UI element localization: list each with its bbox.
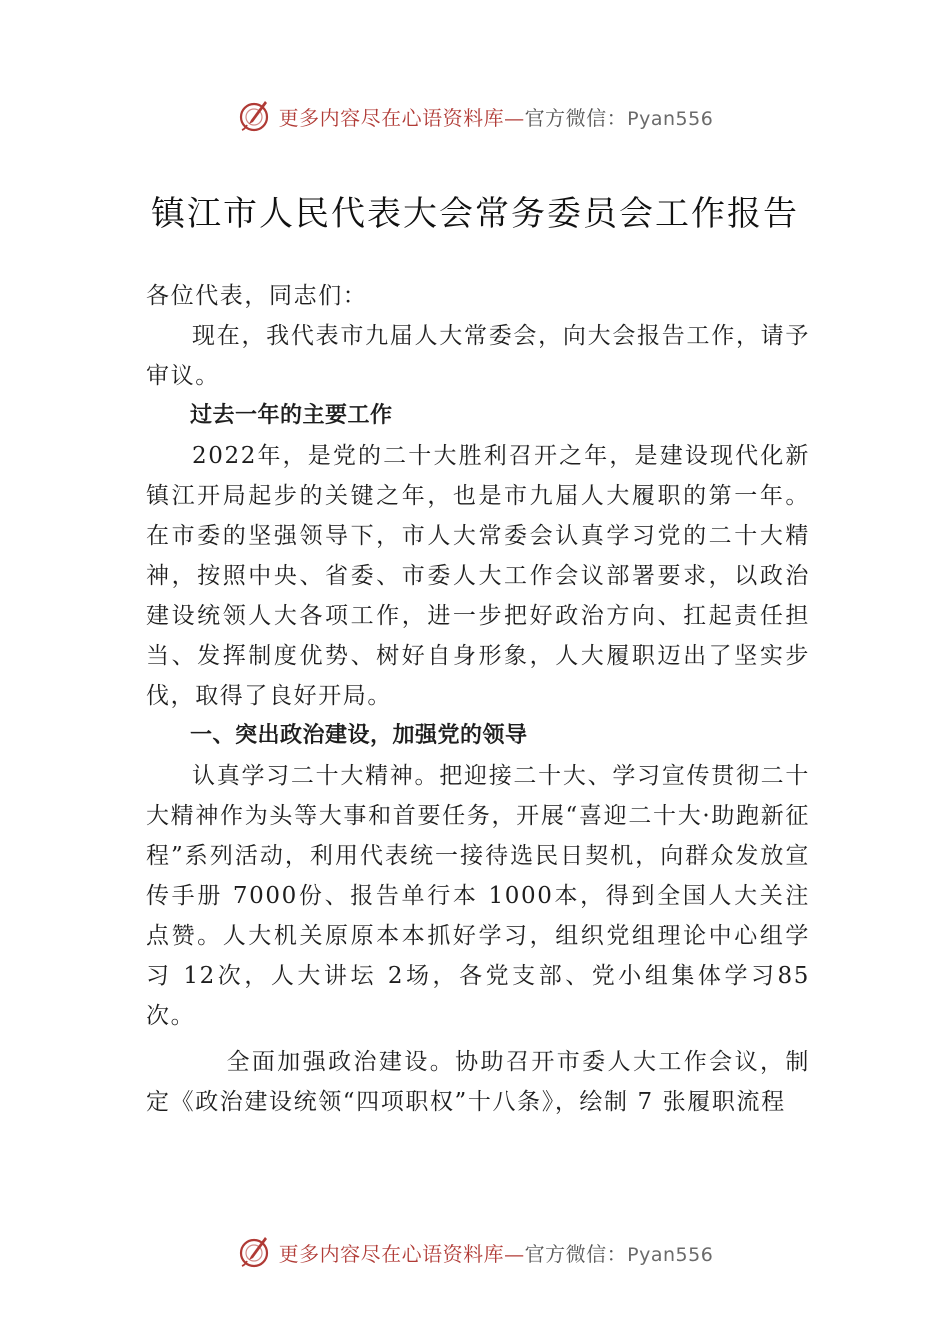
brush-logo-icon xyxy=(237,1234,273,1270)
salutation: 各位代表，同志们： xyxy=(146,283,368,309)
banner-handle: Pyan556 xyxy=(627,107,714,130)
document-title: 镇江市人民代表大会常务委员会工作报告 xyxy=(151,194,799,234)
banner-main: 更多内容尽在心语资料库 xyxy=(278,1241,505,1266)
section-heading-past-year: 过去一年的主要工作 xyxy=(190,403,393,428)
header-banner xyxy=(0,96,950,136)
footer-banner xyxy=(0,1232,950,1272)
section-heading-1: 一、突出政治建设，加强党的领导 xyxy=(190,723,528,748)
banner-label: 官方微信： xyxy=(524,1241,628,1266)
banner-text xyxy=(279,1238,714,1267)
banner-main: 更多内容尽在心语资料库 xyxy=(278,105,505,130)
paragraph-political-building: 全面加强政治建设。协助召开市委人大工作会议，制定《政治建设统领“四项职权”十八条》，绘制 7 张履职流程 xyxy=(146,1049,810,1115)
banner-separator: — xyxy=(504,105,525,130)
brush-logo-icon xyxy=(237,98,273,134)
banner-handle: Pyan556 xyxy=(627,1243,714,1266)
paragraph-study: 认真学习二十大精神。把迎接二十大、学习宣传贯彻二十大精神作为头等大事和首要任务，开展“喜迎二十大·助跑新征程”系列活动，利用代表统一接待选民日契机，向群众发放宣传手册 7000份、报告单行本 1000本，得到全国人大关注点赞。人大机关原原本本抓好学习，组织党组理论中心组学习 12次，人大讲坛 2场，各党支部、党小组集体学习85次。 xyxy=(146,763,810,1029)
document-body xyxy=(146,276,810,1122)
banner-separator: — xyxy=(504,1241,525,1266)
paragraph-overview: 2022年，是党的二十大胜利召开之年，是建设现代化新镇江开局起步的关键之年，也是市九届人大履职的第一年。 在市委的坚强领导下，市人大常委会认真学习党的二十大精神，按照中央、省委、市委人大工作会议部署要求，以政治建设统领人大各项工作，进一步把好政治方向、扛起责任担当、发挥制度优势、树好自身形象，人大履职迈出了坚实步伐，取得了良好开局。 xyxy=(146,443,810,709)
paragraph-intro: 现在，我代表市九届人大常委会，向大会报告工作，请予审议。 xyxy=(146,323,810,389)
banner-text xyxy=(279,102,714,131)
banner-label: 官方微信： xyxy=(524,105,628,130)
